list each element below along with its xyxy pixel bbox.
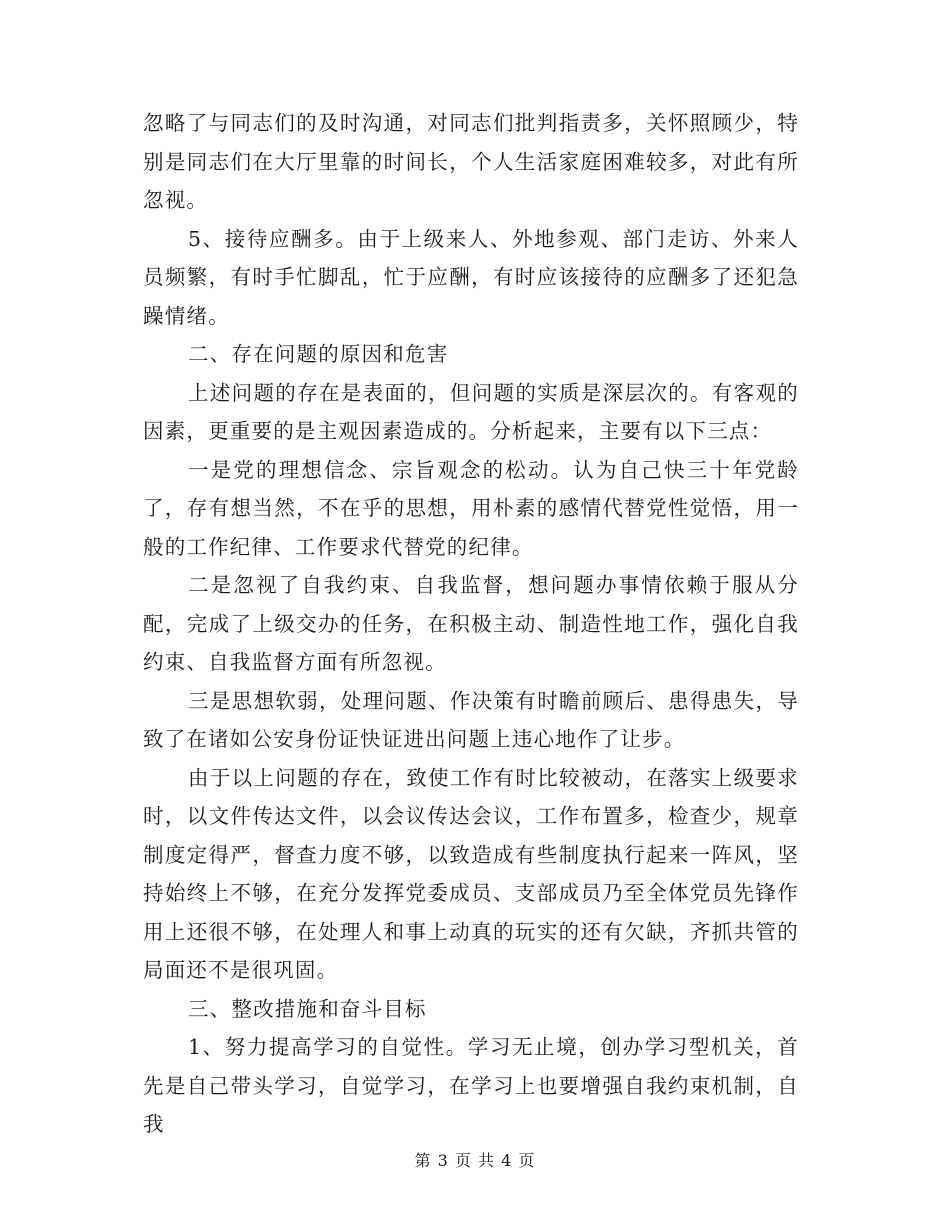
page-number-footer: 第 3 页 共 4 页 (414, 1151, 536, 1170)
paragraph-6: 三是思想软弱，处理问题、作决策有时瞻前顾后、患得患失，导致了在诸如公安身份证快证进出问题上违心地作了让步。 (143, 688, 799, 751)
paragraph-1: 忽略了与同志们的及时沟通，对同志们批判指责多，关怀照顾少，特别是同志们在大厅里靠的时间长，个人生活家庭困难较多，对此有所忽视。 (143, 111, 799, 212)
document-body (143, 104, 799, 1144)
paragraph-5: 二是忽视了自我约束、自我监督，想问题办事情依赖于服从分配，完成了上级交办的任务，在积极主动、制造性地工作，强化自我约束、自我监督方面有所忽视。 (143, 573, 799, 674)
section-heading-3: 三、整改措施和奋斗目标 (188, 996, 427, 1021)
paragraph-2: 5、接待应酬多。由于上级来人、外地参观、部门走访、外来人员频繁，有时手忙脚乱，忙于应酬，有时应该接待的应酬多了还犯急躁情绪。 (143, 226, 799, 328)
paragraph-8: 1、努力提高学习的自觉性。学习无止境，创办学习型机关，首先是自己带头学习，自觉学习，在学习上也要增强自我约束机制，自我 (143, 1035, 799, 1136)
paragraph-4: 一是党的理想信念、宗旨观念的松动。认为自己快三十年党龄了，存有想当然，不在乎的思想，用朴素的感情代替党性觉悟，用一般的工作纪律、工作要求代替党的纪律。 (143, 457, 799, 559)
section-heading-2: 二、存在问题的原因和危害 (188, 342, 449, 366)
paragraph-3: 上述问题的存在是表面的，但问题的实质是深层次的。有客观的因素，更重要的是主观因素造成的。分析起来，主要有以下三点： (143, 380, 799, 443)
paragraph-7: 由于以上问题的存在，致使工作有时比较被动，在落实上级要求时，以文件传达文件，以会议传达会议，工作布置多，检查少，规章制度定得严，督查力度不够，以致造成有些制度执行起来一阵风，坚持始终上不够，在充分发挥党委成员、支部成员乃至全体党员先锋作用上还很不够，在处理人和事上动真的玩实的还有欠缺，齐抓共管的局面还不是很巩固。 (143, 765, 799, 982)
